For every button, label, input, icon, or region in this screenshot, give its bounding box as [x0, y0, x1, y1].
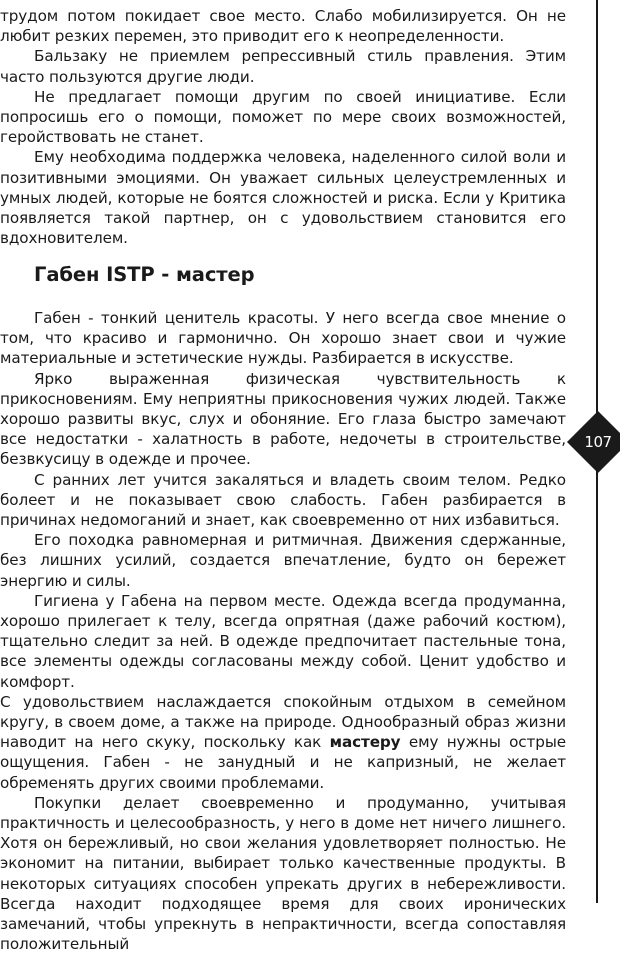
- margin-rule-bottom: [596, 468, 598, 903]
- paragraph: Его походка равномерная и ритмичная. Движения сдержанные, без лишних усилий, создается впечатление, будто он бережет энергию и силы.: [0, 531, 566, 590]
- paragraph: Габен - тонкий ценитель красоты. У него всегда свое мнение о том, что красиво и гармонично. Он хорошо знает свои и чужие материальные и эстетические нужды. Разбирается в искусстве.: [0, 309, 566, 368]
- margin-rule-top: [596, 0, 598, 420]
- paragraph: [0, 591, 566, 793]
- paragraph: С ранних лет учится закаляться и владеть своим телом. Редко болеет и не показывает свою слабость. Габен разбирается в причинах недомоганий и знает, как своевременно от них избавиться.: [0, 470, 566, 530]
- paragraph-text: С удовольствием наслаждается спокойным отдыхом в семейном кругу, в своем доме, а также на природе. Однообразный образ жизни наводит на него скуку, поскольку как: [0, 692, 566, 752]
- paragraph-text: ему нужны острые ощущения. Габен - не занудный и не капризный, не желает обременять других своими проблемами.: [0, 733, 566, 792]
- page-number: 107: [584, 433, 612, 451]
- bold-term: мастеру: [329, 733, 401, 752]
- paragraph: Бальзаку не приемлем репрессивный стиль правления. Этим часто пользуются другие люди.: [0, 47, 566, 86]
- paragraph: Покупки делает своевременно и продуманно, учитывая практичность и целесообразность, у него в доме нет ничего лишнего. Хотя он бережливый, но свои желания удовлетворяет полностью. Не экономит на питании, выбирает только качественные продукты. В некоторых ситуациях способен упрекать других в небережливости. Всегда находит подходящее время для своих иронических замечаний, чтобы упрекнуть в непрактичности, всегда сопоставляя положительный: [0, 793, 566, 954]
- top-text-block: [0, 6, 566, 248]
- section-heading: Габен ISTP - мастер: [34, 263, 255, 286]
- page-number-badge: [567, 411, 620, 473]
- paragraph: Ему необходима поддержка человека, наделенного силой воли и позитивными эмоциями. Он уважает сильных целеустремленных и умных людей, которые не боятся сложностей и риска. Если у Критика появляется такой партнер, он с удовольствием становится его вдохновителем.: [0, 148, 566, 248]
- section-text-block: [0, 308, 566, 955]
- paragraph: Ярко выраженная физическая чувствительность к прикосновениям. Ему неприятны прикосновения чужих людей. Также хорошо развиты вкус, слух и обоняние. Его глаза быстро замечают все недостатки - халатность в работе, недочеты в строительстве, безвкусицу в одежде и прочее.: [0, 369, 566, 469]
- paragraph: Не предлагает помощи другим по своей инициативе. Если попросишь его о помощи, поможет по мере своих возможностей, геройствовать не станет.: [0, 87, 566, 147]
- paragraph: трудом потом покидает свое место. Слабо мобилизируется. Он не любит резких перемен, это приводит его к неопределенности.: [0, 7, 566, 46]
- paragraph-text: Гигиена у Габена на первом месте. Одежда всегда продуманна, хорошо прилегает к телу, всегда опрятная (даже рабочий костюм), тщательно следит за ней. В одежде предпочитает пастельные тона, все элементы одежды согласованы между собой. Ценит удобство и комфорт.: [0, 591, 566, 691]
